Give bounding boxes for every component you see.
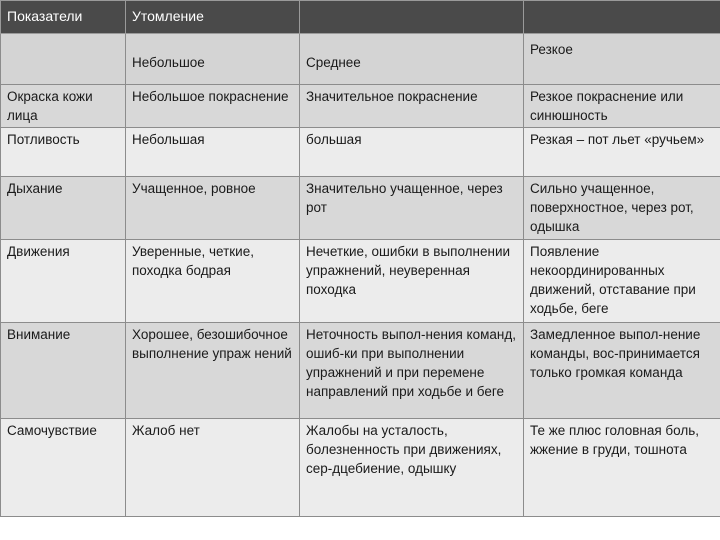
indicator-cell: Движения — [1, 240, 126, 323]
medium-cell: Нечеткие, ошибки в выполнении упражнений, неуверенная походка — [300, 240, 524, 323]
subheader-row — [1, 34, 720, 85]
high-cell: Появление некоординированных движений, отставание при ходьбе, беге — [524, 240, 720, 323]
low-cell: Небольшое покраснение — [126, 85, 300, 128]
indicator-cell: Внимание — [1, 323, 126, 419]
medium-cell: Значительно учащенное, через рот — [300, 177, 524, 240]
indicator-cell: Окраска кожи лица — [1, 85, 126, 128]
header-empty-2 — [524, 1, 720, 34]
subheader-high: Резкое — [524, 34, 720, 85]
table-row — [1, 240, 720, 323]
indicator-cell: Потливость — [1, 128, 126, 177]
low-cell: Уверенные, четкие, походка бодрая — [126, 240, 300, 323]
header-fatigue: Утомление — [126, 1, 300, 34]
medium-cell: Неточность выпол-нения команд, ошиб-ки при выполнении упражнений и при перемене направлений при ходьбе и беге — [300, 323, 524, 419]
table-row — [1, 419, 720, 517]
header-row — [1, 1, 720, 34]
low-cell: Хорошее, безошибочное выполнение упраж нений — [126, 323, 300, 419]
low-cell: Учащенное, ровное — [126, 177, 300, 240]
table-row — [1, 128, 720, 177]
table-row — [1, 85, 720, 128]
medium-cell: Жалобы на усталость, болезненность при движениях, сер-дцебиение, одышку — [300, 419, 524, 517]
table-row — [1, 177, 720, 240]
subheader-low: Небольшое — [126, 34, 300, 85]
high-cell: Резкое покраснение или синюшность — [524, 85, 720, 128]
high-cell: Сильно учащенное, поверхностное, через рот, одышка — [524, 177, 720, 240]
high-cell: Те же плюс головная боль, жжение в груди, тошнота — [524, 419, 720, 517]
header-empty-1 — [300, 1, 524, 34]
high-cell: Резкая – пот льет «ручьем» — [524, 128, 720, 177]
low-cell: Жалоб нет — [126, 419, 300, 517]
low-cell: Небольшая — [126, 128, 300, 177]
high-cell: Замедленное выпол-нение команды, вос-принимается только громкая команда — [524, 323, 720, 419]
medium-cell: большая — [300, 128, 524, 177]
subheader-medium: Среднее — [300, 34, 524, 85]
indicator-cell: Дыхание — [1, 177, 126, 240]
header-indicators: Показатели — [1, 1, 126, 34]
medium-cell: Значительное покраснение — [300, 85, 524, 128]
subheader-empty — [1, 34, 126, 85]
indicator-cell: Самочувствие — [1, 419, 126, 517]
table-row — [1, 323, 720, 419]
